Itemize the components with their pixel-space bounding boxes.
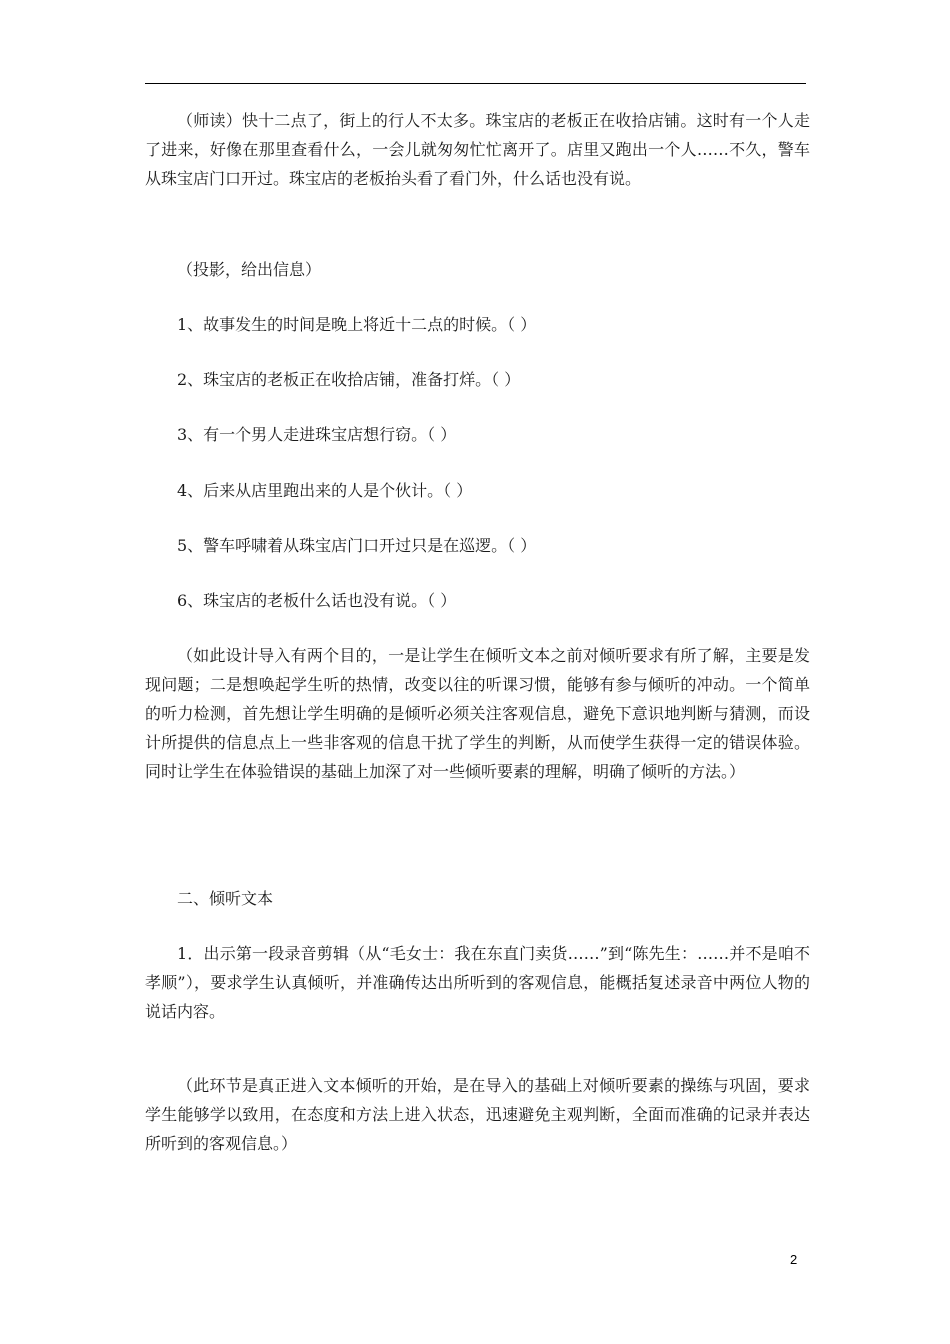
paragraph-projection-note: （投影，给出信息） [177,260,322,279]
paragraph-story: （师读）快十二点了，街上的行人不太多。珠宝店的老板正在收拾店铺。这时有一个人走了进来，好像在那里查看什么，一会儿就匆匆忙忙离开了。店里又跑出一个人……不久，警车从珠宝店门口开过。珠宝店的老板抬头看了看门外，什么话也没有说。 [145,111,810,188]
paragraph-design-rationale: （如此设计导入有两个目的，一是让学生在倾听文本之前对倾听要求有所了解，主要是发现问题；二是想唤起学生听的热情，改变以往的听课习惯，能够有参与倾听的冲动。一个简单的听力检测，首先想让学生明确的是倾听必须关注客观信息，避免下意识地判断与猜测，而设计所提供的信息点上一些非客观的信息干扰了学生的判断，从而使学生获得一定的错误体验。同时让学生在体验错误的基础上加深了对一些倾听要素的理解，明确了倾听的方法。） [145,646,810,781]
paragraph-step-1: 1．出示第一段录音剪辑（从“毛女士：我在东直门卖货……”到“陈先生：……并不是咱不孝顺”），要求学生认真倾听，并准确传达出所听到的客观信息，能概括复述录音中两位人物的说话内容。 [145,944,810,1021]
question-item-3: 3、有一个男人走进珠宝店想行窃。（ ） [177,425,457,444]
question-item-4: 4、后来从店里跑出来的人是个伙计。（ ） [177,481,473,500]
question-item-2: 2、珠宝店的老板正在收拾店铺，准备打烊。（ ） [177,370,521,389]
header-rule [145,83,806,84]
section-heading-listening-text: 二、倾听文本 [177,889,274,908]
question-item-6: 6、珠宝店的老板什么话也没有说。（ ） [177,591,457,610]
question-item-5: 5、警车呼啸着从珠宝店门口开过只是在巡逻。（ ） [177,536,537,555]
paragraph-step-1-note: （此环节是真正进入文本倾听的开始，是在导入的基础上对倾听要素的操练与巩固，要求学生能够学以致用，在态度和方法上进入状态，迅速避免主观判断，全面而准确的记录并表达所听到的客观信息。） [145,1076,810,1153]
page-number: 2 [790,1252,798,1267]
question-item-1: 1、故事发生的时间是晚上将近十二点的时候。（ ） [177,315,537,334]
